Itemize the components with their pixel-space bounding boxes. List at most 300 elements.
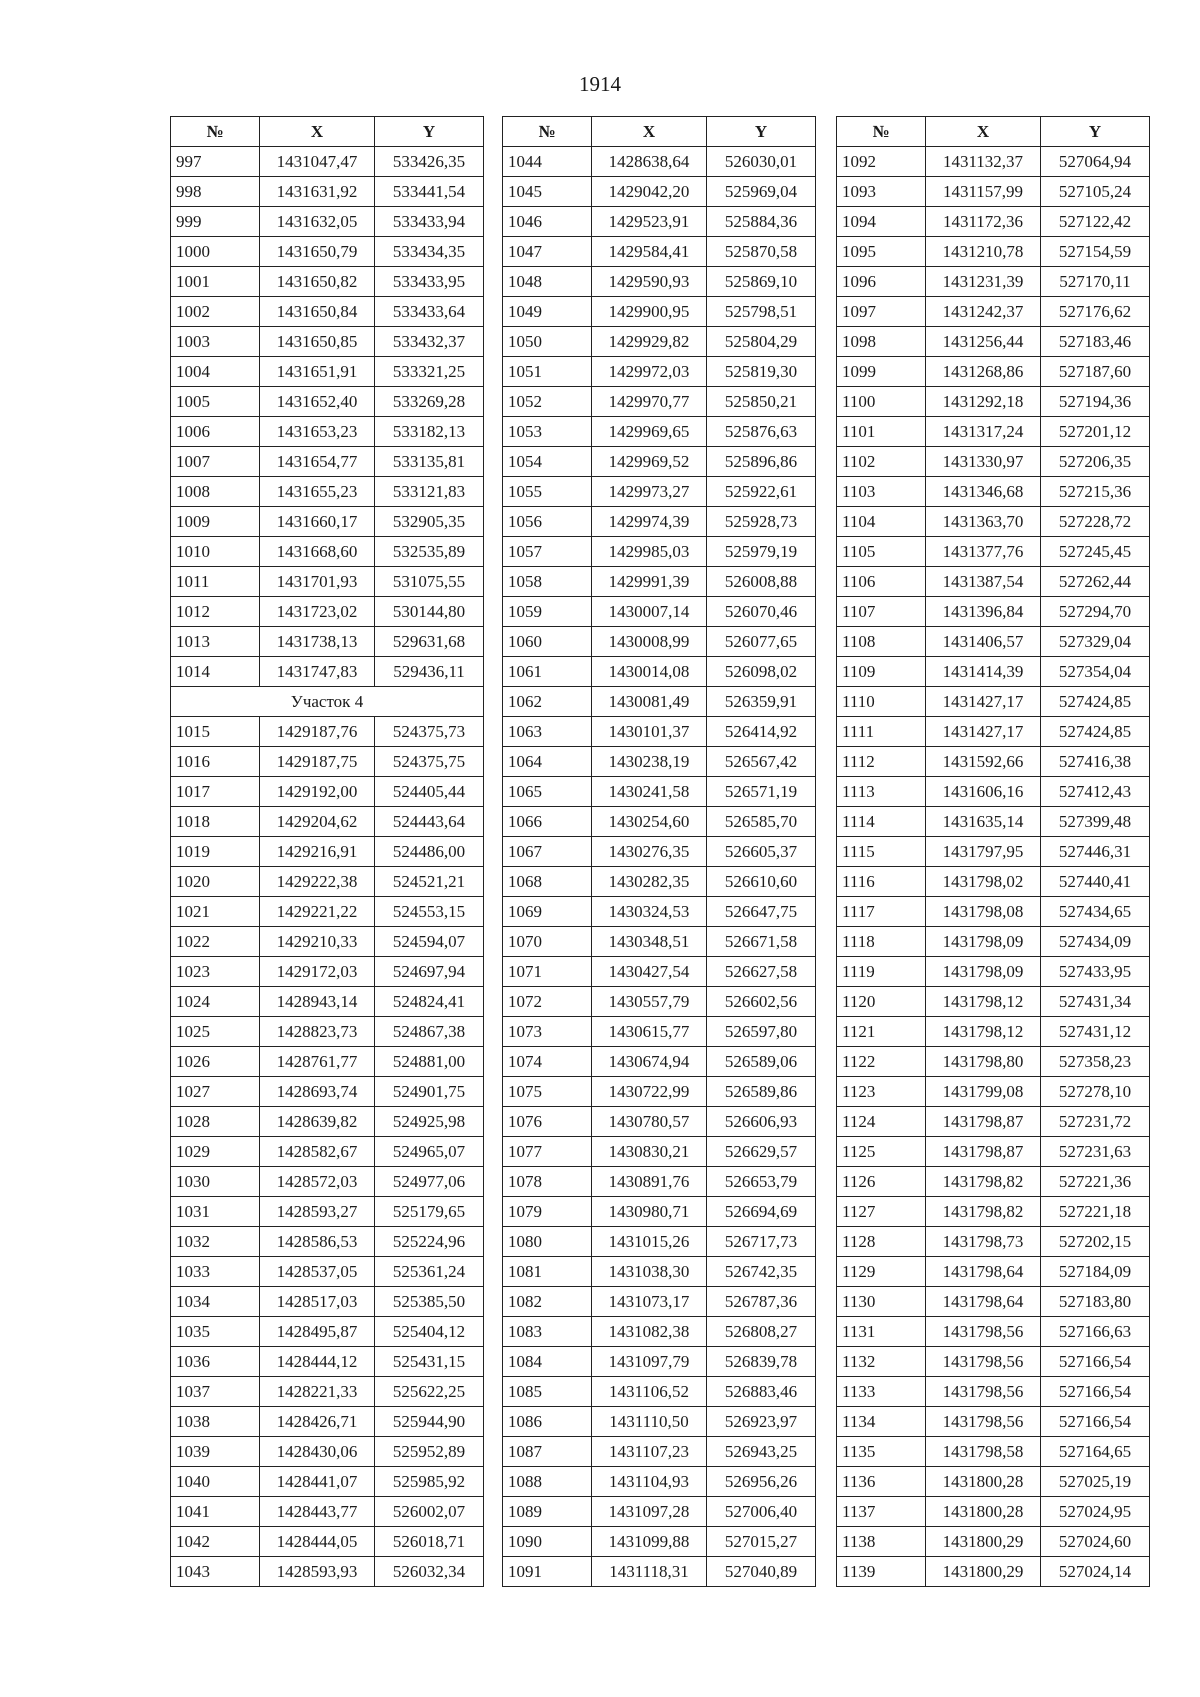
table-row [171, 1107, 484, 1137]
point-number-cell: 1011 [171, 567, 260, 597]
point-number-cell: 1059 [503, 597, 592, 627]
y-coordinate-cell: 527399,48 [1041, 807, 1150, 837]
y-coordinate-cell: 526002,07 [375, 1497, 484, 1527]
x-coordinate-cell: 1429204,62 [260, 807, 375, 837]
table-row [171, 1197, 484, 1227]
table-row [171, 1557, 484, 1587]
table-row [837, 747, 1150, 777]
y-coordinate-cell: 527202,15 [1041, 1227, 1150, 1257]
y-coordinate-cell: 527231,72 [1041, 1107, 1150, 1137]
header-y: Y [375, 117, 484, 147]
point-number-cell: 1084 [503, 1347, 592, 1377]
x-coordinate-cell: 1428586,53 [260, 1227, 375, 1257]
x-coordinate-cell: 1429042,20 [592, 177, 707, 207]
point-number-cell: 1046 [503, 207, 592, 237]
y-coordinate-cell: 526956,26 [707, 1467, 816, 1497]
y-coordinate-cell: 533426,35 [375, 147, 484, 177]
x-coordinate-cell: 1429172,03 [260, 957, 375, 987]
x-coordinate-cell: 1430557,79 [592, 987, 707, 1017]
table-row [171, 207, 484, 237]
table-row [171, 1407, 484, 1437]
table-row [837, 837, 1150, 867]
point-number-cell: 1058 [503, 567, 592, 597]
x-coordinate-cell: 1431082,38 [592, 1317, 707, 1347]
x-coordinate-cell: 1431015,26 [592, 1227, 707, 1257]
x-coordinate-cell: 1431798,12 [926, 1017, 1041, 1047]
table-row [503, 507, 816, 537]
x-coordinate-cell: 1431798,56 [926, 1317, 1041, 1347]
x-coordinate-cell: 1430722,99 [592, 1077, 707, 1107]
point-number-cell: 1009 [171, 507, 260, 537]
y-coordinate-cell: 533269,28 [375, 387, 484, 417]
x-coordinate-cell: 1428517,03 [260, 1287, 375, 1317]
table-row [503, 747, 816, 777]
point-number-cell: 1073 [503, 1017, 592, 1047]
x-coordinate-cell: 1429929,82 [592, 327, 707, 357]
y-coordinate-cell: 527433,95 [1041, 957, 1150, 987]
y-coordinate-cell: 526018,71 [375, 1527, 484, 1557]
point-number-cell: 1117 [837, 897, 926, 927]
y-coordinate-cell: 526943,25 [707, 1437, 816, 1467]
table-row [837, 147, 1150, 177]
x-coordinate-cell: 1431798,09 [926, 927, 1041, 957]
point-number-cell: 1036 [171, 1347, 260, 1377]
x-coordinate-cell: 1431073,17 [592, 1287, 707, 1317]
coordinates-table-3 [836, 116, 1150, 1587]
table-row [171, 267, 484, 297]
x-coordinate-cell: 1431799,08 [926, 1077, 1041, 1107]
table-row [171, 1017, 484, 1047]
point-number-cell: 1005 [171, 387, 260, 417]
x-coordinate-cell: 1429969,52 [592, 447, 707, 477]
y-coordinate-cell: 527215,36 [1041, 477, 1150, 507]
x-coordinate-cell: 1431653,23 [260, 417, 375, 447]
table-row [503, 1287, 816, 1317]
y-coordinate-cell: 527015,27 [707, 1527, 816, 1557]
table-row [171, 1077, 484, 1107]
point-number-cell: 1114 [837, 807, 926, 837]
y-coordinate-cell: 525979,19 [707, 537, 816, 567]
y-coordinate-cell: 526567,42 [707, 747, 816, 777]
y-coordinate-cell: 525404,12 [375, 1317, 484, 1347]
point-number-cell: 1127 [837, 1197, 926, 1227]
y-coordinate-cell: 527424,85 [1041, 717, 1150, 747]
x-coordinate-cell: 1431800,28 [926, 1467, 1041, 1497]
table-row [171, 447, 484, 477]
y-coordinate-cell: 527245,45 [1041, 537, 1150, 567]
y-coordinate-cell: 526030,01 [707, 147, 816, 177]
page-number: 1914 [579, 72, 621, 96]
table-row [837, 657, 1150, 687]
y-coordinate-cell: 527006,40 [707, 1497, 816, 1527]
y-coordinate-cell: 527105,24 [1041, 177, 1150, 207]
point-number-cell: 1051 [503, 357, 592, 387]
x-coordinate-cell: 1428444,12 [260, 1347, 375, 1377]
point-number-cell: 1102 [837, 447, 926, 477]
table-row [171, 927, 484, 957]
point-number-cell: 1050 [503, 327, 592, 357]
y-coordinate-cell: 525431,15 [375, 1347, 484, 1377]
x-coordinate-cell: 1431110,50 [592, 1407, 707, 1437]
x-coordinate-cell: 1428693,74 [260, 1077, 375, 1107]
table-row [171, 1497, 484, 1527]
point-number-cell: 1048 [503, 267, 592, 297]
table-row [171, 1047, 484, 1077]
point-number-cell: 1072 [503, 987, 592, 1017]
point-number-cell: 1039 [171, 1437, 260, 1467]
point-number-cell: 1065 [503, 777, 592, 807]
x-coordinate-cell: 1430238,19 [592, 747, 707, 777]
table-row [837, 1377, 1150, 1407]
point-number-cell: 1078 [503, 1167, 592, 1197]
point-number-cell: 1132 [837, 1347, 926, 1377]
y-coordinate-cell: 527024,95 [1041, 1497, 1150, 1527]
point-number-cell: 1106 [837, 567, 926, 597]
table-row [837, 717, 1150, 747]
point-number-cell: 1086 [503, 1407, 592, 1437]
table-row [171, 147, 484, 177]
table-row [837, 687, 1150, 717]
table-row [171, 1467, 484, 1497]
y-coordinate-cell: 525622,25 [375, 1377, 484, 1407]
y-coordinate-cell: 527354,04 [1041, 657, 1150, 687]
table-row [503, 177, 816, 207]
x-coordinate-cell: 1431387,54 [926, 567, 1041, 597]
table-row [837, 927, 1150, 957]
y-coordinate-cell: 533321,25 [375, 357, 484, 387]
point-number-cell: 1020 [171, 867, 260, 897]
y-coordinate-cell: 527431,12 [1041, 1017, 1150, 1047]
y-coordinate-cell: 526653,79 [707, 1167, 816, 1197]
point-number-cell: 1105 [837, 537, 926, 567]
table-row [503, 1257, 816, 1287]
point-number-cell: 1097 [837, 297, 926, 327]
table-row [837, 1347, 1150, 1377]
point-number-cell: 1022 [171, 927, 260, 957]
y-coordinate-cell: 524977,06 [375, 1167, 484, 1197]
point-number-cell: 1119 [837, 957, 926, 987]
point-number-cell: 1133 [837, 1377, 926, 1407]
x-coordinate-cell: 1428582,67 [260, 1137, 375, 1167]
x-coordinate-cell: 1431650,84 [260, 297, 375, 327]
point-number-cell: 1019 [171, 837, 260, 867]
x-coordinate-cell: 1430891,76 [592, 1167, 707, 1197]
table-row [837, 1557, 1150, 1587]
x-coordinate-cell: 1428221,33 [260, 1377, 375, 1407]
table-row [503, 357, 816, 387]
x-coordinate-cell: 1428572,03 [260, 1167, 375, 1197]
table-row [837, 987, 1150, 1017]
table-row [837, 897, 1150, 927]
y-coordinate-cell: 529631,68 [375, 627, 484, 657]
point-number-cell: 1130 [837, 1287, 926, 1317]
point-number-cell: 1053 [503, 417, 592, 447]
x-coordinate-cell: 1429991,39 [592, 567, 707, 597]
table-row [837, 1317, 1150, 1347]
y-coordinate-cell: 524925,98 [375, 1107, 484, 1137]
point-number-cell: 1000 [171, 237, 260, 267]
y-coordinate-cell: 526597,80 [707, 1017, 816, 1047]
x-coordinate-cell: 1431723,02 [260, 597, 375, 627]
point-number-cell: 1007 [171, 447, 260, 477]
y-coordinate-cell: 524375,73 [375, 717, 484, 747]
y-coordinate-cell: 525804,29 [707, 327, 816, 357]
table-row [503, 597, 816, 627]
table-row [171, 417, 484, 447]
x-coordinate-cell: 1429187,75 [260, 747, 375, 777]
point-number-cell: 1028 [171, 1107, 260, 1137]
y-coordinate-cell: 525876,63 [707, 417, 816, 447]
x-coordinate-cell: 1429222,38 [260, 867, 375, 897]
table-row [503, 867, 816, 897]
header-x: X [926, 117, 1041, 147]
x-coordinate-cell: 1431650,85 [260, 327, 375, 357]
table-row [837, 507, 1150, 537]
y-coordinate-cell: 525896,86 [707, 447, 816, 477]
table-row [171, 897, 484, 927]
point-number-cell: 1064 [503, 747, 592, 777]
table-row [837, 1197, 1150, 1227]
point-number-cell: 1029 [171, 1137, 260, 1167]
point-number-cell: 1108 [837, 627, 926, 657]
x-coordinate-cell: 1431268,86 [926, 357, 1041, 387]
table-header-row [171, 117, 484, 147]
y-coordinate-cell: 524881,00 [375, 1047, 484, 1077]
y-coordinate-cell: 526589,06 [707, 1047, 816, 1077]
x-coordinate-cell: 1431798,56 [926, 1407, 1041, 1437]
y-coordinate-cell: 525922,61 [707, 477, 816, 507]
point-number-cell: 1001 [171, 267, 260, 297]
table-row [503, 987, 816, 1017]
x-coordinate-cell: 1431660,17 [260, 507, 375, 537]
y-coordinate-cell: 527194,36 [1041, 387, 1150, 417]
table-row [503, 1437, 816, 1467]
table-row [837, 267, 1150, 297]
y-coordinate-cell: 526098,02 [707, 657, 816, 687]
table-row [837, 1257, 1150, 1287]
y-coordinate-cell: 524405,44 [375, 777, 484, 807]
x-coordinate-cell: 1431798,64 [926, 1257, 1041, 1287]
y-coordinate-cell: 527183,80 [1041, 1287, 1150, 1317]
table-row [503, 717, 816, 747]
point-number-cell: 1055 [503, 477, 592, 507]
x-coordinate-cell: 1429523,91 [592, 207, 707, 237]
table-row [837, 237, 1150, 267]
x-coordinate-cell: 1429192,00 [260, 777, 375, 807]
table-row [503, 807, 816, 837]
y-coordinate-cell: 526647,75 [707, 897, 816, 927]
point-number-cell: 1136 [837, 1467, 926, 1497]
y-coordinate-cell: 524375,75 [375, 747, 484, 777]
y-coordinate-cell: 533182,13 [375, 417, 484, 447]
point-number-cell: 1045 [503, 177, 592, 207]
y-coordinate-cell: 527187,60 [1041, 357, 1150, 387]
y-coordinate-cell: 524521,21 [375, 867, 484, 897]
x-coordinate-cell: 1431210,78 [926, 237, 1041, 267]
x-coordinate-cell: 1431097,79 [592, 1347, 707, 1377]
table-row [837, 1407, 1150, 1437]
point-number-cell: 1031 [171, 1197, 260, 1227]
table-row [837, 357, 1150, 387]
x-coordinate-cell: 1431104,93 [592, 1467, 707, 1497]
point-number-cell: 1077 [503, 1137, 592, 1167]
table-row [171, 807, 484, 837]
x-coordinate-cell: 1431330,97 [926, 447, 1041, 477]
x-coordinate-cell: 1428443,77 [260, 1497, 375, 1527]
x-coordinate-cell: 1431097,28 [592, 1497, 707, 1527]
table-row [503, 237, 816, 267]
x-coordinate-cell: 1431798,80 [926, 1047, 1041, 1077]
y-coordinate-cell: 526602,56 [707, 987, 816, 1017]
table-row [503, 1227, 816, 1257]
x-coordinate-cell: 1429590,93 [592, 267, 707, 297]
point-number-cell: 1015 [171, 717, 260, 747]
point-number-cell: 1094 [837, 207, 926, 237]
point-number-cell: 1109 [837, 657, 926, 687]
x-coordinate-cell: 1430615,77 [592, 1017, 707, 1047]
x-coordinate-cell: 1431798,58 [926, 1437, 1041, 1467]
point-number-cell: 1116 [837, 867, 926, 897]
x-coordinate-cell: 1428943,14 [260, 987, 375, 1017]
y-coordinate-cell: 527278,10 [1041, 1077, 1150, 1107]
point-number-cell: 1033 [171, 1257, 260, 1287]
x-coordinate-cell: 1428593,93 [260, 1557, 375, 1587]
header-num: № [837, 117, 926, 147]
x-coordinate-cell: 1429970,77 [592, 387, 707, 417]
table-row [503, 777, 816, 807]
x-coordinate-cell: 1429216,91 [260, 837, 375, 867]
table-row [503, 267, 816, 297]
x-coordinate-cell: 1430081,49 [592, 687, 707, 717]
x-coordinate-cell: 1429900,95 [592, 297, 707, 327]
y-coordinate-cell: 524697,94 [375, 957, 484, 987]
y-coordinate-cell: 526610,60 [707, 867, 816, 897]
y-coordinate-cell: 526671,58 [707, 927, 816, 957]
table-row [171, 1167, 484, 1197]
point-number-cell: 1027 [171, 1077, 260, 1107]
x-coordinate-cell: 1430014,08 [592, 657, 707, 687]
y-coordinate-cell: 526070,46 [707, 597, 816, 627]
header-x: X [260, 117, 375, 147]
point-number-cell: 1079 [503, 1197, 592, 1227]
x-coordinate-cell: 1429187,76 [260, 717, 375, 747]
x-coordinate-cell: 1431798,64 [926, 1287, 1041, 1317]
y-coordinate-cell: 527183,46 [1041, 327, 1150, 357]
x-coordinate-cell: 1430276,35 [592, 837, 707, 867]
point-number-cell: 1080 [503, 1227, 592, 1257]
table-row [837, 957, 1150, 987]
point-number-cell: 1006 [171, 417, 260, 447]
point-number-cell: 1047 [503, 237, 592, 267]
y-coordinate-cell: 527221,36 [1041, 1167, 1150, 1197]
x-coordinate-cell: 1431650,79 [260, 237, 375, 267]
table-row [503, 297, 816, 327]
y-coordinate-cell: 526077,65 [707, 627, 816, 657]
x-coordinate-cell: 1431317,24 [926, 417, 1041, 447]
table-row [503, 1557, 816, 1587]
point-number-cell: 1016 [171, 747, 260, 777]
table-row [837, 297, 1150, 327]
y-coordinate-cell: 527431,34 [1041, 987, 1150, 1017]
x-coordinate-cell: 1428537,05 [260, 1257, 375, 1287]
y-coordinate-cell: 525870,58 [707, 237, 816, 267]
table-row [503, 1047, 816, 1077]
table-row [171, 357, 484, 387]
point-number-cell: 1110 [837, 687, 926, 717]
y-coordinate-cell: 533433,95 [375, 267, 484, 297]
x-coordinate-cell: 1431654,77 [260, 447, 375, 477]
table-row [171, 627, 484, 657]
x-coordinate-cell: 1431038,30 [592, 1257, 707, 1287]
x-coordinate-cell: 1431406,57 [926, 627, 1041, 657]
point-number-cell: 1025 [171, 1017, 260, 1047]
x-coordinate-cell: 1429584,41 [592, 237, 707, 267]
y-coordinate-cell: 527064,94 [1041, 147, 1150, 177]
point-number-cell: 1095 [837, 237, 926, 267]
x-coordinate-cell: 1431427,17 [926, 687, 1041, 717]
table-row [837, 1287, 1150, 1317]
point-number-cell: 1138 [837, 1527, 926, 1557]
x-coordinate-cell: 1431650,82 [260, 267, 375, 297]
y-coordinate-cell: 526629,57 [707, 1137, 816, 1167]
x-coordinate-cell: 1430254,60 [592, 807, 707, 837]
x-coordinate-cell: 1430674,94 [592, 1047, 707, 1077]
table-row [837, 1167, 1150, 1197]
table-row [171, 717, 484, 747]
y-coordinate-cell: 525952,89 [375, 1437, 484, 1467]
point-number-cell: 1075 [503, 1077, 592, 1107]
section-title: Участок 4 [171, 687, 484, 717]
y-coordinate-cell: 524824,41 [375, 987, 484, 1017]
y-coordinate-cell: 527166,63 [1041, 1317, 1150, 1347]
x-coordinate-cell: 1428639,82 [260, 1107, 375, 1137]
table-row [171, 987, 484, 1017]
y-coordinate-cell: 524965,07 [375, 1137, 484, 1167]
table-row [503, 1107, 816, 1137]
y-coordinate-cell: 526694,69 [707, 1197, 816, 1227]
x-coordinate-cell: 1431668,60 [260, 537, 375, 567]
x-coordinate-cell: 1430241,58 [592, 777, 707, 807]
point-number-cell: 1093 [837, 177, 926, 207]
point-number-cell: 1037 [171, 1377, 260, 1407]
point-number-cell: 1052 [503, 387, 592, 417]
table-row [503, 1527, 816, 1557]
table-row [503, 207, 816, 237]
table-row [171, 507, 484, 537]
y-coordinate-cell: 533434,35 [375, 237, 484, 267]
y-coordinate-cell: 525179,65 [375, 1197, 484, 1227]
point-number-cell: 1017 [171, 777, 260, 807]
y-coordinate-cell: 530144,80 [375, 597, 484, 627]
point-number-cell: 1063 [503, 717, 592, 747]
x-coordinate-cell: 1431800,29 [926, 1557, 1041, 1587]
x-coordinate-cell: 1431107,23 [592, 1437, 707, 1467]
y-coordinate-cell: 533135,81 [375, 447, 484, 477]
x-coordinate-cell: 1431798,12 [926, 987, 1041, 1017]
point-number-cell: 1088 [503, 1467, 592, 1497]
point-number-cell: 1089 [503, 1497, 592, 1527]
point-number-cell: 1062 [503, 687, 592, 717]
point-number-cell: 1018 [171, 807, 260, 837]
x-coordinate-cell: 1430427,54 [592, 957, 707, 987]
point-number-cell: 1076 [503, 1107, 592, 1137]
y-coordinate-cell: 526585,70 [707, 807, 816, 837]
table-row [503, 417, 816, 447]
y-coordinate-cell: 525385,50 [375, 1287, 484, 1317]
table-row [837, 1527, 1150, 1557]
point-number-cell: 1023 [171, 957, 260, 987]
y-coordinate-cell: 533433,64 [375, 297, 484, 327]
